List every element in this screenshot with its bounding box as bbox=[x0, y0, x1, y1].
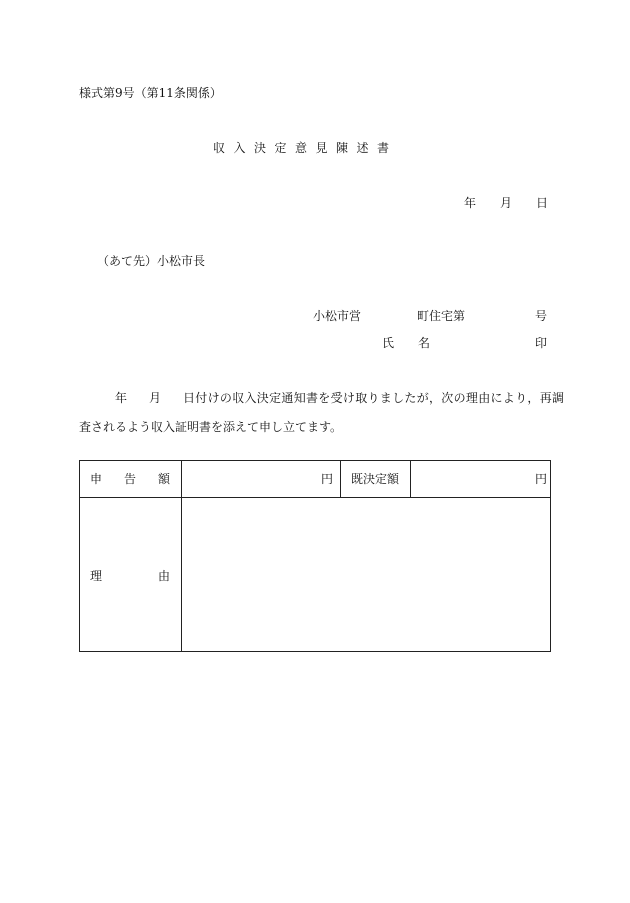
housing-middle: 町住宅第 bbox=[417, 309, 466, 323]
reason-label-1: 理 bbox=[90, 569, 103, 583]
table-row-divider bbox=[80, 497, 550, 498]
declared-label-2: 告 bbox=[124, 472, 137, 486]
housing-suffix: 号 bbox=[535, 309, 548, 323]
body-line-2: 査されるよう収入証明書を添えて申し立てます。 bbox=[79, 420, 343, 434]
form-number: 様式第9号（第11条関係） bbox=[79, 86, 222, 100]
decided-amount-unit: 円 bbox=[535, 472, 548, 486]
seal-label: 印 bbox=[535, 336, 548, 350]
date-day-label: 日 bbox=[536, 196, 549, 210]
reason-label-2: 由 bbox=[158, 569, 171, 583]
body-line-1: 日付けの収入決定通知書を受け取りましたが，次の理由により，再調 bbox=[183, 391, 565, 405]
document-title: 収入決定意見陳述書 bbox=[213, 141, 398, 155]
addressee: （あて先）小松市長 bbox=[97, 254, 206, 268]
body-month-label: 月 bbox=[149, 391, 162, 405]
name-label-1: 氏 bbox=[382, 336, 395, 350]
body-year-label: 年 bbox=[115, 391, 128, 405]
housing-prefix: 小松市営 bbox=[313, 309, 362, 323]
form-table bbox=[79, 460, 551, 652]
table-middle-divider bbox=[340, 461, 341, 497]
decided-amount-label: 既決定額 bbox=[351, 472, 400, 486]
table-decided-divider bbox=[410, 461, 411, 497]
declared-label-1: 申 bbox=[90, 472, 103, 486]
declared-label-3: 額 bbox=[158, 472, 171, 486]
declared-amount-unit: 円 bbox=[321, 472, 334, 486]
table-label-column-divider bbox=[181, 461, 182, 652]
date-month-label: 月 bbox=[500, 196, 513, 210]
date-year-label: 年 bbox=[464, 196, 477, 210]
name-label-2: 名 bbox=[418, 336, 431, 350]
